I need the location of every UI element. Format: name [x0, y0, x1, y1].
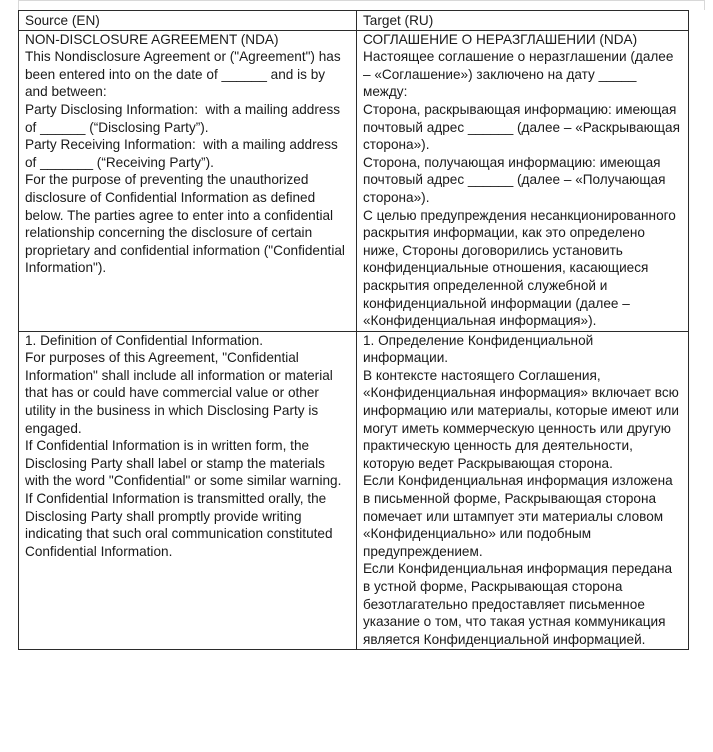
- table-row: [19, 30, 689, 331]
- target-paragraph: Сторона, получающая информацию: имеющая почтовый адрес ______ (далее – «Получающая сторона»).: [363, 154, 670, 205]
- translation-table: [18, 10, 689, 650]
- target-header: Target (RU): [357, 11, 689, 31]
- target-paragraph: Настоящее соглашение о неразглашении (далее – «Соглашение») заключено на дату _____ между:: [363, 49, 678, 100]
- target-paragraph: В контексте настоящего Соглашения, «Конфиденциальная информация» включает всю информацию или материалы, которые имеют или могут иметь коммерческую ценность или другую практическую ценность для деятельности, которую ведет Раскрывающая сторона.: [363, 367, 683, 471]
- header-row: [19, 11, 689, 31]
- source-paragraph: This Nondisclosure Agreement or ("Agreement") has been entered into on the date of ______ and is by and between:: [25, 49, 345, 100]
- target-cell: [357, 30, 689, 331]
- target-paragraph: Если Конфиденциальная информация передана в устной форме, Раскрывающая сторона безотлагательно предоставляет письменное указание о том, что такая устная коммуникация является Конфиденциальной информацией.: [363, 561, 676, 647]
- target-title: СОГЛАШЕНИЕ О НЕРАЗГЛАШЕНИИ (NDA): [363, 31, 638, 47]
- page-edge-top: [18, 0, 705, 1]
- source-title: NON-DISCLOSURE AGREEMENT (NDA): [25, 31, 279, 47]
- source-paragraph: For the purpose of preventing the unauthorized disclosure of Confidential Information as defined below. The parties agree to enter into a confidential relationship concerning the disclosure of certain proprietary and confidential information ("Confidential Information").: [25, 172, 349, 276]
- source-cell: [19, 30, 357, 331]
- source-section-heading: 1. Definition of Confidential Information.: [25, 332, 264, 348]
- target-paragraph: Сторона, раскрывающая информацию: имеющая почтовый адрес ______ (далее – «Раскрывающая сторона»).: [363, 101, 684, 153]
- source-paragraph: If Confidential Information is transmitted orally, the Disclosing Party shall promptly provide writing indicating that such oral communication constituted Confidential Information.: [25, 491, 337, 559]
- target-paragraph: Если Конфиденциальная информация изложена в письменной форме, Раскрывающая сторона помечает или штампует эти материалы словом «Конфиденциально» или подобным предупреждением.: [363, 473, 677, 559]
- source-paragraph: Party Disclosing Information: with a mailing address of ______ (“Disclosing Party”).: [25, 101, 344, 135]
- source-paragraph: Party Receiving Information: with a mailing address of _______ (“Receiving Party”).: [25, 137, 342, 170]
- table-row: [19, 331, 689, 650]
- target-cell: [357, 331, 689, 650]
- target-paragraph: С целью предупреждения несанкционированного раскрытия информации, как это определено ниже, Стороны договорились установить конфиденциальные отношения, касающиеся раскрытия определенной служебной и конфиденциальной информации (далее – «Конфиденциальная информация»).: [363, 207, 680, 329]
- page-edge-left: [18, 0, 19, 10]
- source-paragraph: For purposes of this Agreement, "Confidential Information" shall include all information or material that has or could have commercial value or other utility in the business in which Disclosing Party is engaged.: [25, 350, 337, 436]
- target-section-heading: 1. Определение Конфиденциальной информации.: [363, 332, 597, 366]
- source-cell: [19, 331, 357, 650]
- page-edge-right: [704, 0, 705, 10]
- source-paragraph: If Confidential Information is in written form, the Disclosing Party shall label or stamp the materials with the word "Confidential" or some similar warning.: [25, 438, 342, 489]
- source-header: Source (EN): [19, 11, 357, 31]
